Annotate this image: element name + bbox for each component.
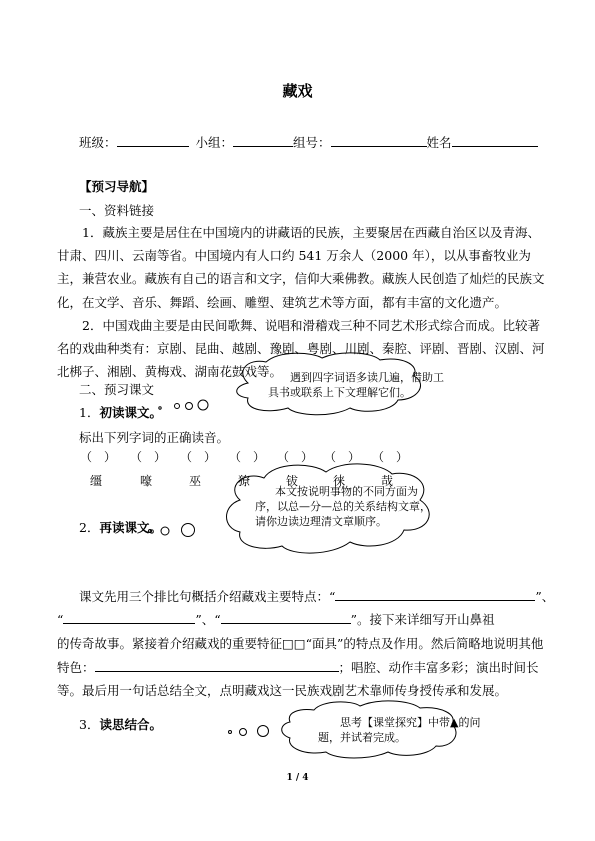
student-info-line bbox=[79, 133, 538, 151]
fill-text-4a: 特色： bbox=[57, 660, 95, 675]
fill-text-2c: ”。接下来详细写开山鼻祖 bbox=[350, 612, 495, 627]
char-1: 缰 bbox=[90, 474, 103, 488]
paragraph-2: 2．中国戏曲主要是由民间歌舞、说唱和滑稽戏三种不同艺术形式综合而成。比较著名的戏曲种类有：京剧、昆曲、越剧、豫剧、粤剧、川剧、秦腔、评剧、晋剧、汉剧、河北梆子、湘剧、黄梅戏、湖南花鼓戏等。 bbox=[57, 317, 545, 380]
step1-title: 初读课文。 bbox=[99, 405, 162, 420]
fill-text-4b: ；唱腔、动作丰富多彩；演出时间长 bbox=[338, 660, 539, 675]
preview-nav-heading: 【预习导航】 bbox=[79, 179, 155, 194]
step3-line bbox=[79, 715, 162, 733]
fill-text-2b: ”、“ bbox=[195, 612, 221, 627]
pinyin-blank-1[interactable]: （ ） bbox=[80, 450, 117, 464]
section1-heading: 一、资料链接 bbox=[79, 203, 155, 218]
fill-text-1a: 课文先用三个排比句概括介绍藏戏主要特点：“ bbox=[79, 589, 336, 604]
bubble3-text bbox=[318, 715, 480, 745]
fill-line-5: 等。最后用一句话总结全文，点明藏戏这一民族戏剧艺术靠师传身授传承和发展。 bbox=[57, 683, 508, 698]
bubble1-line1: 遇到四字词语多读几遍，借助工 bbox=[290, 371, 444, 384]
fill-text-2a: “ bbox=[57, 612, 64, 627]
page-title: 藏戏 bbox=[282, 82, 313, 100]
step1-number: 1． bbox=[79, 405, 100, 420]
step1-line bbox=[79, 403, 162, 421]
pinyin-blank-5[interactable]: （ ） bbox=[277, 450, 314, 464]
bubble2-line1: 本文按说明事物的不同方面为 bbox=[275, 485, 418, 498]
char-2: 嚎 bbox=[140, 474, 153, 488]
fill-blank-3[interactable] bbox=[221, 610, 351, 624]
group2-blank[interactable] bbox=[331, 133, 427, 147]
char-5: 钹 bbox=[286, 474, 299, 488]
name-blank[interactable] bbox=[452, 133, 538, 147]
pinyin-blank-7[interactable]: （ ） bbox=[372, 450, 409, 464]
section2-heading: 二、预习课文 bbox=[79, 382, 155, 397]
step2-title: 再读课文。 bbox=[99, 520, 162, 535]
fill-line-4 bbox=[57, 658, 539, 676]
step3-title: 读思结合。 bbox=[99, 717, 162, 732]
step2-line bbox=[79, 518, 162, 536]
bubble2-line2: 序，以总—分—总的关系结构文章， bbox=[255, 500, 431, 513]
fill-text-1b: ”、 bbox=[535, 589, 555, 604]
paragraph-1: 1．藏族主要是居住在中国境内的讲藏语的民族，主要聚居在西藏自治区以及青海、甘肃、四川、云南等省。中国境内有人口约 541 万余人（2000 年），以从事畜牧业为主，兼营农业。藏族有自己的语言和文字，信仰大乘佛教。藏族人民创造了灿烂的民族文化，在文学、音乐、舞蹈、绘画、雕塑、建筑艺术等方面，都有丰富的文化遗产。 bbox=[57, 225, 545, 310]
pinyin-blank-3[interactable]: （ ） bbox=[180, 450, 217, 464]
char-6: 徕 bbox=[333, 474, 346, 488]
pinyin-blank-2[interactable]: （ ） bbox=[130, 450, 167, 464]
bubble2-line3: 请你边读边理清文章顺序。 bbox=[255, 515, 387, 528]
bubble1-text bbox=[268, 370, 444, 400]
step2-number: 2． bbox=[79, 520, 100, 535]
fill-blank-4[interactable] bbox=[95, 658, 339, 672]
class-label: 班级： bbox=[79, 135, 117, 150]
fill-line-1 bbox=[79, 587, 554, 605]
bubble2-text bbox=[253, 484, 431, 529]
bubble3-line2: 题，并试着完成。 bbox=[318, 731, 406, 744]
name-label: 姓名 bbox=[426, 135, 452, 150]
char-3: 巫 bbox=[189, 474, 202, 488]
bubble3-line1: 思考【课堂探究】中带▲的问 bbox=[340, 716, 481, 729]
step3-number: 3． bbox=[79, 717, 100, 732]
fill-blank-2[interactable] bbox=[63, 610, 195, 624]
char-4: 獠 bbox=[238, 474, 251, 488]
group1-blank[interactable] bbox=[233, 133, 293, 147]
char-7: 哉 bbox=[381, 474, 394, 488]
class-blank[interactable] bbox=[117, 133, 189, 147]
pinyin-blank-6[interactable]: （ ） bbox=[324, 450, 361, 464]
fill-line-3: 的传奇故事。紧接着介绍藏戏的重要特征□□“面具”的特点及作用。然后简略地说明其他 bbox=[57, 636, 544, 651]
step1-instruction: 标出下列字词的正确读音。 bbox=[79, 430, 230, 445]
group2-label: 组号： bbox=[293, 135, 331, 150]
bubble1-line2: 具书或联系上下文理解它们。 bbox=[268, 386, 411, 399]
section1-body bbox=[57, 221, 547, 383]
fill-blank-1[interactable] bbox=[335, 587, 535, 601]
pinyin-blank-4[interactable]: （ ） bbox=[229, 450, 266, 464]
group1-label: 小组： bbox=[195, 135, 234, 150]
page-number: 1 / 4 bbox=[286, 773, 309, 783]
fill-line-2 bbox=[57, 610, 495, 628]
